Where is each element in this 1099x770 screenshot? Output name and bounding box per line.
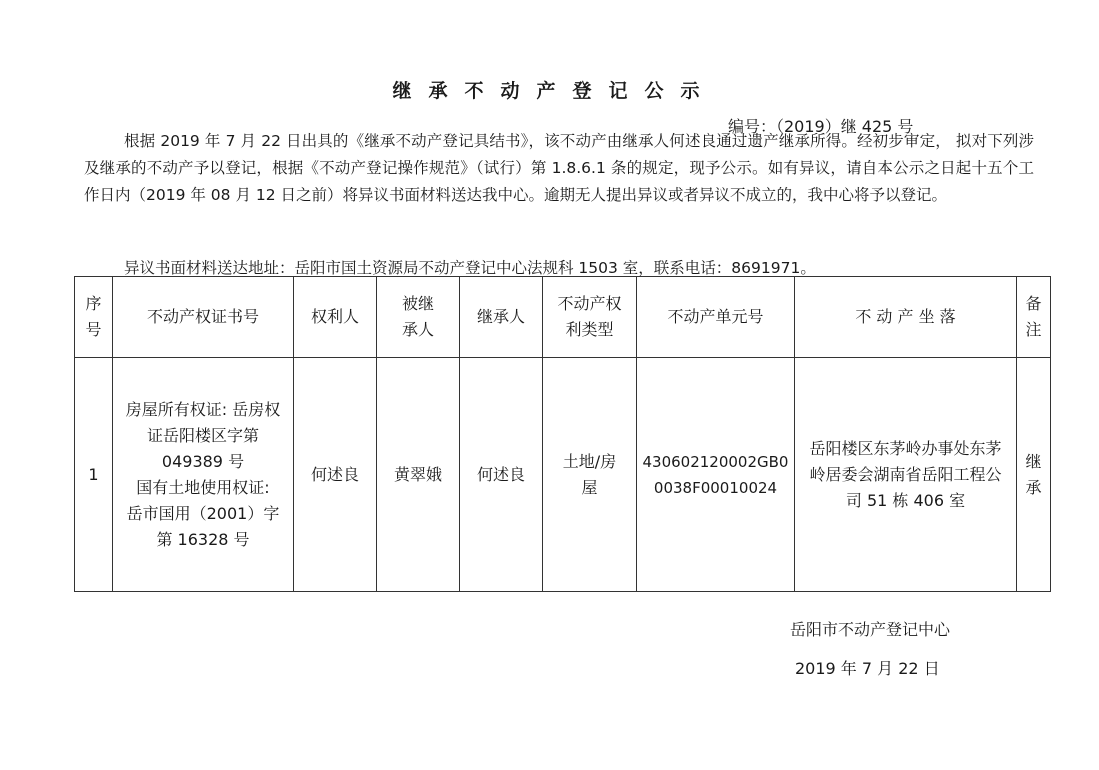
header-cert-number: 不动产权证书号 (113, 277, 294, 358)
row-location: 岳阳楼区东茅岭办事处东茅岭居委会湖南省岳阳工程公司 51 栋 406 室 (795, 358, 1017, 592)
row-cert-number (113, 358, 294, 592)
issue-date: 2019 年 7 月 22 日 (795, 659, 940, 678)
header-right-type: 不动产权利类型 (543, 277, 637, 358)
row-right-type: 土地/房屋 (543, 358, 637, 592)
header-heir: 继承人 (460, 277, 543, 358)
row-heir: 何述良 (460, 358, 543, 592)
header-unit-number: 不动产单元号 (637, 277, 795, 358)
row-seq: 1 (75, 358, 113, 592)
cert-land-line: 岳市国用（2001）字第 16328 号 (126, 503, 280, 549)
registration-table (74, 276, 1051, 592)
table-header-row (75, 277, 1051, 358)
header-decedent: 被继承人 (377, 277, 460, 358)
table-row (75, 358, 1051, 592)
row-holder: 何述良 (294, 358, 377, 592)
cert-house-line: 房屋所有权证: 岳房权证岳阳楼区字第 049389 号 (125, 399, 281, 471)
header-remark: 备注 (1017, 277, 1051, 358)
notice-body-paragraph: 根据 2019 年 7 月 22 日出具的《继承不动产登记具结书》，该不动产由继承人何述良通过遗产继承所得。经初步审定， 拟对下列涉及继承的不动产予以登记，根据《不动产登记操作规范》（试行）第 1.8.6.1 条的规定，现予公示。如有异议，请自本公示之日起十五个工作日内（2019 年 08 月 12 日之前）将异议书面材料送达我中心。逾期无人提出异议或者异议不成立的，我中心将予以登记。 (84, 132, 1034, 204)
notice-title: 继承不动产登记公示 (392, 80, 717, 102)
row-decedent: 黄翠娥 (377, 358, 460, 592)
cert-land-label: 国有土地使用权证: (136, 477, 270, 497)
header-seq: 序号 (75, 277, 113, 358)
row-unit-number: 430602120002GB00038F00010024 (637, 358, 795, 592)
objection-address-paragraph: 异议书面材料送达地址：岳阳市国土资源局不动产登记中心法规科 1503 室，联系电话：8691971。 (124, 259, 816, 277)
issuer-signature: 岳阳市不动产登记中心 (790, 620, 951, 639)
row-remark: 继承 (1017, 358, 1051, 592)
header-holder: 权利人 (294, 277, 377, 358)
header-location: 不 动 产 坐 落 (795, 277, 1017, 358)
document-number: 编号：（2019）继 425 号 (728, 117, 914, 136)
